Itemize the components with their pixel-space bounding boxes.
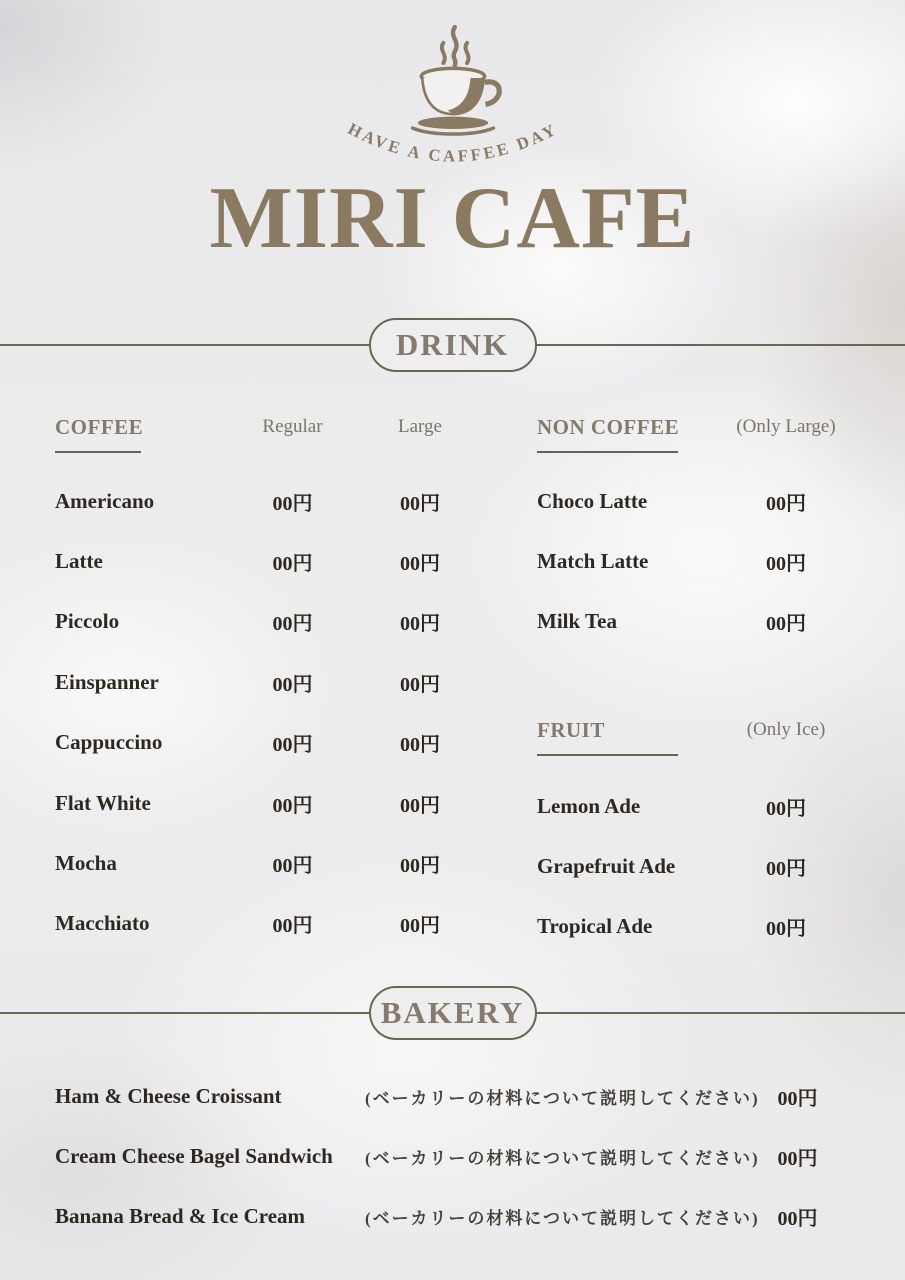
item-description: (ベーカリーの材料について説明してください) — [365, 1208, 760, 1228]
price: 00円 — [777, 1207, 818, 1230]
item-name: Tropical Ade — [537, 914, 653, 939]
menu-row — [55, 1066, 855, 1126]
bakery-badge: BAKERY — [369, 986, 537, 1040]
price: 00円 — [777, 1147, 818, 1170]
item-name: Americano — [55, 488, 155, 513]
menu-row — [55, 471, 495, 531]
non-coffee-items — [537, 471, 845, 652]
column-only-large: (Only Large) — [736, 416, 836, 437]
drink-badge: DRINK — [369, 318, 537, 372]
price: 00円 — [766, 918, 806, 941]
page-title: MIRI CAFE — [209, 170, 696, 267]
non-coffee-header-underline — [537, 451, 678, 453]
menu-row — [537, 897, 845, 957]
price-large: 00円 — [400, 794, 440, 817]
item-name: Mocha — [55, 851, 117, 876]
item-name: Flat White — [55, 790, 151, 815]
cafe-logo — [0, 20, 905, 187]
coffee-header: COFFEE — [55, 415, 144, 439]
coffee-table — [55, 414, 495, 954]
price: 00円 — [766, 797, 806, 820]
menu-row — [55, 592, 495, 652]
cup-handle — [484, 82, 499, 105]
price: 00円 — [766, 492, 806, 515]
steam-icon — [441, 27, 468, 66]
bakery-section-divider — [0, 986, 905, 1042]
price-regular: 00円 — [272, 794, 313, 817]
bakery-list — [55, 1066, 855, 1246]
item-description: (ベーカリーの材料について説明してください) — [365, 1148, 760, 1168]
drink-section-divider — [0, 318, 905, 374]
price: 00円 — [777, 1087, 818, 1110]
item-name: Macchiato — [55, 911, 150, 936]
menu-row — [537, 592, 845, 652]
menu-row — [55, 652, 495, 712]
column-only-ice: (Only Ice) — [746, 719, 826, 740]
price-regular: 00円 — [272, 613, 313, 636]
item-name: Cream Cheese Bagel Sandwich — [55, 1143, 333, 1168]
non-coffee-header: NON COFFEE — [537, 415, 680, 439]
menu-row — [55, 894, 495, 954]
price-large: 00円 — [400, 855, 440, 878]
column-large: Large — [398, 416, 442, 437]
fruit-header: FRUIT — [537, 718, 605, 742]
price-large: 00円 — [400, 915, 440, 938]
fruit-table-header — [537, 717, 845, 756]
item-name: Cappuccino — [55, 730, 163, 755]
price-large: 00円 — [400, 492, 440, 515]
price-large: 00円 — [400, 673, 440, 696]
coffee-table-header — [55, 414, 495, 453]
coffee-header-underline — [55, 451, 141, 453]
coffee-cup-icon — [321, 20, 585, 187]
item-name: Milk Tea — [537, 609, 617, 634]
menu-row — [55, 531, 495, 591]
non-coffee-table — [537, 414, 845, 652]
item-name: Banana Bread & Ice Cream — [55, 1203, 306, 1228]
price: 00円 — [766, 553, 806, 576]
menu-row — [537, 531, 845, 591]
price-regular: 00円 — [272, 492, 313, 515]
column-regular: Regular — [262, 416, 323, 437]
price-regular: 00円 — [272, 855, 313, 878]
item-name: Lemon Ade — [537, 793, 641, 818]
price: 00円 — [766, 613, 806, 636]
price-regular: 00円 — [272, 734, 313, 757]
price-regular: 00円 — [272, 915, 313, 938]
item-name: Piccolo — [55, 609, 120, 634]
saucer — [417, 117, 487, 129]
price-large: 00円 — [400, 613, 440, 636]
item-name: Einspanner — [55, 669, 159, 694]
price: 00円 — [766, 858, 806, 881]
menu-row — [55, 773, 495, 833]
item-name: Choco Latte — [537, 488, 648, 513]
coffee-items — [55, 471, 495, 954]
menu-row — [537, 471, 845, 531]
price-large: 00円 — [400, 734, 440, 757]
logo-arc-text: HAVE A CAFFEE DAY — [344, 119, 561, 166]
non-coffee-table-header — [537, 414, 845, 453]
fruit-table — [537, 717, 845, 957]
menu-row — [537, 776, 845, 836]
menu-row — [55, 713, 495, 773]
menu-row — [537, 836, 845, 896]
price-regular: 00円 — [272, 673, 313, 696]
menu-row — [55, 1186, 855, 1246]
item-name: Match Latte — [537, 549, 649, 574]
item-name: Latte — [55, 549, 103, 574]
price-large: 00円 — [400, 553, 440, 576]
item-name: Ham & Cheese Croissant — [55, 1083, 282, 1108]
fruit-header-underline — [537, 754, 678, 756]
fruit-items — [537, 776, 845, 957]
saucer-swoosh — [412, 128, 493, 134]
menu-row — [55, 833, 495, 893]
menu-row — [55, 1126, 855, 1186]
item-name: Grapefruit Ade — [537, 854, 676, 879]
item-description: (ベーカリーの材料について説明してください) — [365, 1088, 760, 1108]
price-regular: 00円 — [272, 553, 313, 576]
